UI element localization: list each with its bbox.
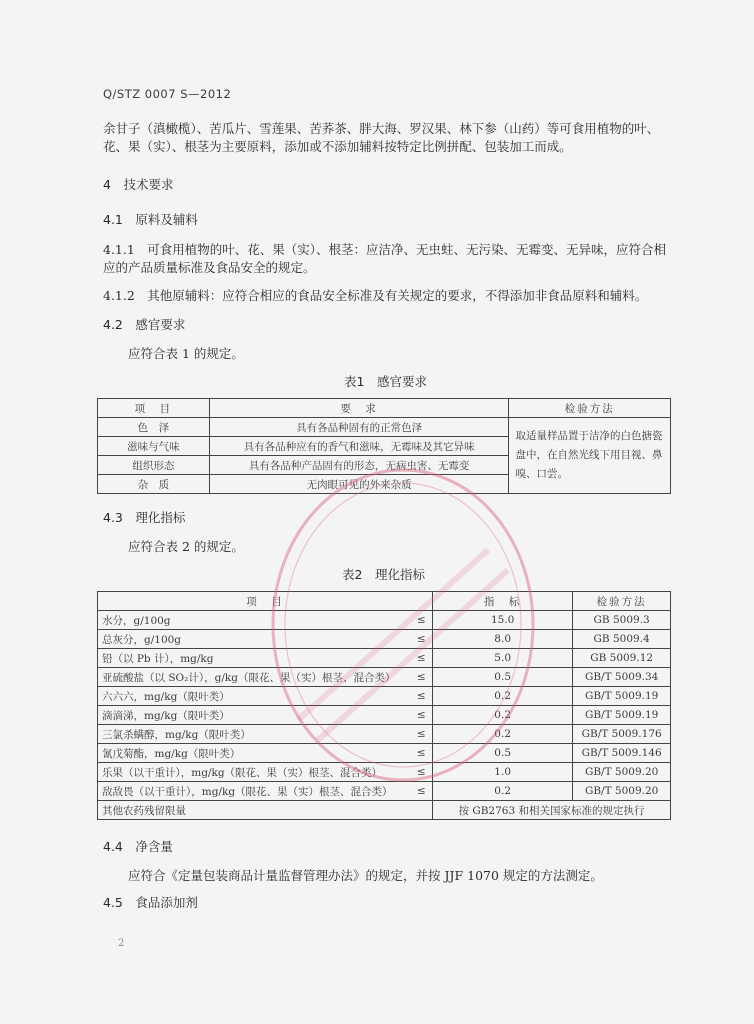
table-row: [98, 782, 671, 801]
method-cell: GB 5009.12: [573, 649, 671, 668]
item-cell: 滴滴涕，mg/kg（限叶类）: [98, 706, 411, 725]
table-row: [98, 744, 671, 763]
item-cell: 色 泽: [98, 418, 210, 437]
value-cell: 按 GB2763 和相关国家标准的规定执行: [433, 801, 671, 820]
item-cell: 乐果（以干重计），mg/kg（限花、果（实）根茎、混合类）: [98, 763, 411, 782]
item-cell: 杂 质: [98, 475, 210, 494]
method-cell: GB 5009.3: [573, 611, 671, 630]
le-symbol: ≤: [410, 649, 432, 668]
table-row: [98, 687, 671, 706]
table-row: [98, 801, 671, 820]
table-header-row: [98, 592, 671, 611]
value-cell: 5.0: [433, 649, 573, 668]
item-cell: 滋味与气味: [98, 437, 210, 456]
table2-caption: 表2 理化指标: [342, 567, 425, 582]
table-header: 项 目: [98, 592, 433, 611]
value-cell: 0.2: [433, 725, 573, 744]
paragraph: 应符合表 2 的规定。: [128, 539, 244, 554]
method-cell: GB/T 5009.20: [573, 763, 671, 782]
method-cell: GB/T 5009.20: [573, 782, 671, 801]
table-header: 项 目: [98, 399, 210, 418]
method-cell: GB/T 5009.19: [573, 687, 671, 706]
le-symbol: ≤: [410, 611, 432, 630]
item-cell: 氰戊菊酯，mg/kg（限叶类）: [98, 744, 411, 763]
table-row: [98, 668, 671, 687]
table-row: [98, 763, 671, 782]
section-heading: 4.2 感官要求: [103, 317, 186, 332]
method-cell: GB 5009.4: [573, 630, 671, 649]
method-cell: 取适量样品置于洁净的白色搪瓷盘中，在自然光线下用目视、鼻嗅、口尝。: [509, 418, 671, 494]
le-symbol: ≤: [410, 744, 432, 763]
requirement-cell: 具有各品种固有的正常色泽: [209, 418, 509, 437]
item-cell: 组织形态: [98, 456, 210, 475]
section-heading: 4 技术要求: [103, 177, 174, 192]
table-header: 检验方法: [509, 399, 671, 418]
paragraph: 应的产品质量标准及食品安全的规定。: [103, 260, 316, 275]
page-number: 2: [118, 938, 125, 949]
le-symbol: ≤: [410, 630, 432, 649]
sensory-table: [97, 398, 671, 494]
method-cell: GB/T 5009.19: [573, 706, 671, 725]
item-cell: 其他农药残留限量: [98, 801, 433, 820]
requirement-cell: 无肉眼可见的外来杂质: [209, 475, 509, 494]
le-symbol: ≤: [410, 763, 432, 782]
method-cell: GB/T 5009.34: [573, 668, 671, 687]
requirement-cell: 具有各品种应有的香气和滋味，无霉味及其它异味: [209, 437, 509, 456]
value-cell: 8.0: [433, 630, 573, 649]
section-heading: 4.3 理化指标: [103, 510, 186, 525]
section-heading: 4.1 原料及辅料: [103, 212, 198, 227]
table-header: 指 标: [433, 592, 573, 611]
requirement-cell: 具有各品种产品固有的形态，无病虫害、无霉变: [209, 456, 509, 475]
standard-code: Q/STZ 0007 S—2012: [103, 87, 232, 101]
item-cell: 敌敌畏（以干重计），mg/kg（限花、果（实）根茎、混合类）: [98, 782, 411, 801]
section-heading: 4.5 食品添加剂: [103, 895, 198, 910]
item-cell: 六六六，mg/kg（限叶类）: [98, 687, 411, 706]
le-symbol: ≤: [410, 725, 432, 744]
table1-caption: 表1 感官要求: [344, 374, 427, 389]
method-cell: GB/T 5009.146: [573, 744, 671, 763]
table-row: [98, 611, 671, 630]
le-symbol: ≤: [410, 782, 432, 801]
section-heading: 4.4 净含量: [103, 839, 173, 854]
table-header: 检验方法: [573, 592, 671, 611]
paragraph: 应符合表 1 的规定。: [128, 346, 244, 361]
value-cell: 0.2: [433, 687, 573, 706]
item-cell: 三氯杀螨醇，mg/kg（限叶类）: [98, 725, 411, 744]
method-cell: GB/T 5009.176: [573, 725, 671, 744]
le-symbol: ≤: [410, 706, 432, 725]
value-cell: 15.0: [433, 611, 573, 630]
value-cell: 0.5: [433, 744, 573, 763]
item-cell: 亚硫酸盐（以 SO₂计），g/kg（限花、果（实）根茎、混合类）: [98, 668, 411, 687]
le-symbol: ≤: [410, 668, 432, 687]
value-cell: 0.2: [433, 706, 573, 725]
table-row: [98, 630, 671, 649]
value-cell: 1.0: [433, 763, 573, 782]
table-header: 要 求: [209, 399, 509, 418]
value-cell: 0.2: [433, 782, 573, 801]
table-header-row: [98, 399, 671, 418]
table-row: [98, 649, 671, 668]
paragraph: 花、果（实）、根茎为主要原料，添加或不添加辅料按特定比例拼配、包装加工而成。: [103, 139, 572, 154]
physicochemical-table: [97, 591, 671, 820]
table-row: [98, 418, 671, 437]
paragraph: 余甘子（滇橄榄）、苦瓜片、雪莲果、苦荞茶、胖大海、罗汉果、林下参（山药）等可食用植物的叶、: [103, 121, 660, 136]
paragraph: 应符合《定量包装商品计量监督管理办法》的规定，并按 JJF 1070 规定的方法测定。: [128, 868, 603, 883]
table-row: [98, 706, 671, 725]
item-cell: 总灰分，g/100g: [98, 630, 411, 649]
item-cell: 铅（以 Pb 计），mg/kg: [98, 649, 411, 668]
paragraph: 4.1.1 可食用植物的叶、花、果（实）、根茎：应洁净、无虫蛀、无污染、无霉变、无异味，应符合相: [103, 242, 667, 257]
value-cell: 0.5: [433, 668, 573, 687]
item-cell: 水分，g/100g: [98, 611, 411, 630]
table-row: [98, 725, 671, 744]
le-symbol: ≤: [410, 687, 432, 706]
paragraph: 4.1.2 其他原辅料：应符合相应的食品安全标准及有关规定的要求，不得添加非食品原料和辅料。: [103, 288, 648, 303]
